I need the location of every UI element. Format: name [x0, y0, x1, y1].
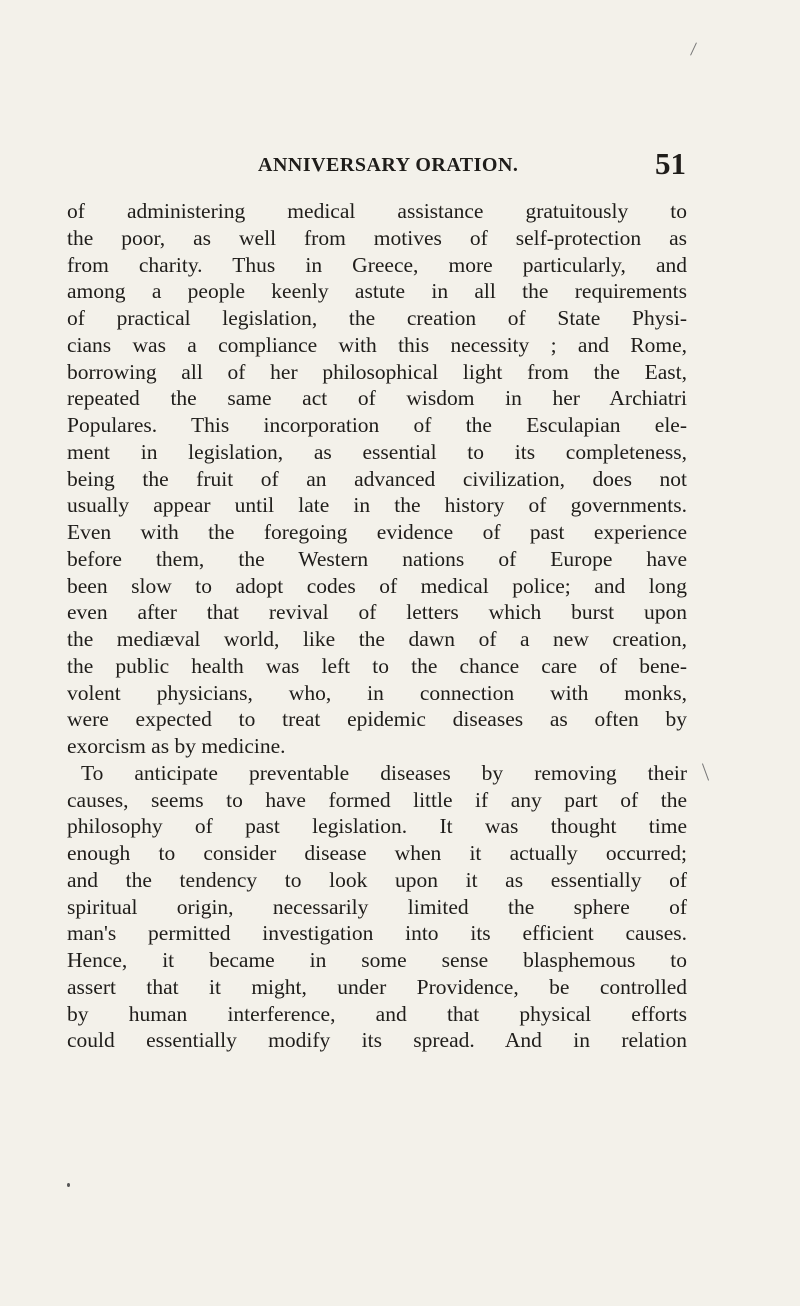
body-text — [67, 198, 687, 1054]
text-line: being the fruit of an advanced civilization, does not — [67, 466, 687, 491]
text-line: among a people keenly astute in all the requirements — [67, 279, 687, 304]
text-line: were expected to treat epidemic diseases as often by — [67, 707, 687, 732]
text-line: repeated the same act of wisdom in her Archiatri — [67, 386, 687, 411]
text-line: by human interference, and that physical efforts — [67, 1001, 687, 1026]
text-line: could essentially modify its spread. And in relation — [67, 1028, 687, 1053]
text-line: ment in legislation, as essential to its completeness, — [67, 439, 687, 464]
text-line: usually appear until late in the history of governments. — [67, 493, 687, 518]
text-line: been slow to adopt codes of medical police; and long — [67, 573, 687, 598]
text-line: spiritual origin, necessarily limited the sphere of — [67, 894, 687, 919]
text-line: philosophy of past legislation. It was thought time — [67, 814, 687, 839]
margin-mark — [702, 763, 709, 780]
text-line: assert that it might, under Providence, be controlled — [67, 974, 687, 999]
text-line: from charity. Thus in Greece, more particularly, and — [67, 252, 687, 277]
running-title: ANNIVERSARY ORATION. — [258, 154, 519, 176]
page-number: 51 — [655, 146, 686, 181]
text-line: volent physicians, who, in connection with monks, — [67, 680, 687, 705]
text-line: even after that revival of letters which burst upon — [67, 600, 687, 625]
text-line: Even with the foregoing evidence of past experience — [67, 520, 687, 544]
text-line: borrowing all of her philosophical light from the East, — [67, 359, 687, 384]
text-line: cians was a compliance with this necessity ; and Rome, — [67, 332, 687, 357]
ink-speck — [67, 1183, 70, 1187]
text-line: the poor, as well from motives of self-protection as — [67, 225, 687, 250]
page-header — [258, 146, 686, 184]
text-line: the mediæval world, like the dawn of a new creation, — [67, 627, 687, 651]
text-line: and the tendency to look upon it as essentially of — [67, 867, 687, 892]
text-line: Hence, it became in some sense blasphemous to — [67, 948, 687, 972]
text-line: causes, seems to have formed little if any part of the — [67, 787, 687, 812]
text-line: exorcism as by medicine. — [67, 734, 286, 758]
margin-mark — [690, 42, 697, 55]
text-line: enough to consider disease when it actually occurred; — [67, 841, 687, 865]
text-line: before them, the Western nations of Europe have — [67, 546, 687, 571]
text-line: To anticipate preventable diseases by removing their — [81, 760, 687, 785]
text-line: man's permitted investigation into its efficient causes. — [67, 921, 687, 946]
text-line: the public health was left to the chance care of bene- — [67, 653, 687, 678]
text-line: Populares. This incorporation of the Esculapian ele- — [67, 413, 687, 437]
text-line: of practical legislation, the creation of State Physi- — [67, 306, 687, 330]
text-line: of administering medical assistance gratuitously to — [67, 199, 687, 223]
